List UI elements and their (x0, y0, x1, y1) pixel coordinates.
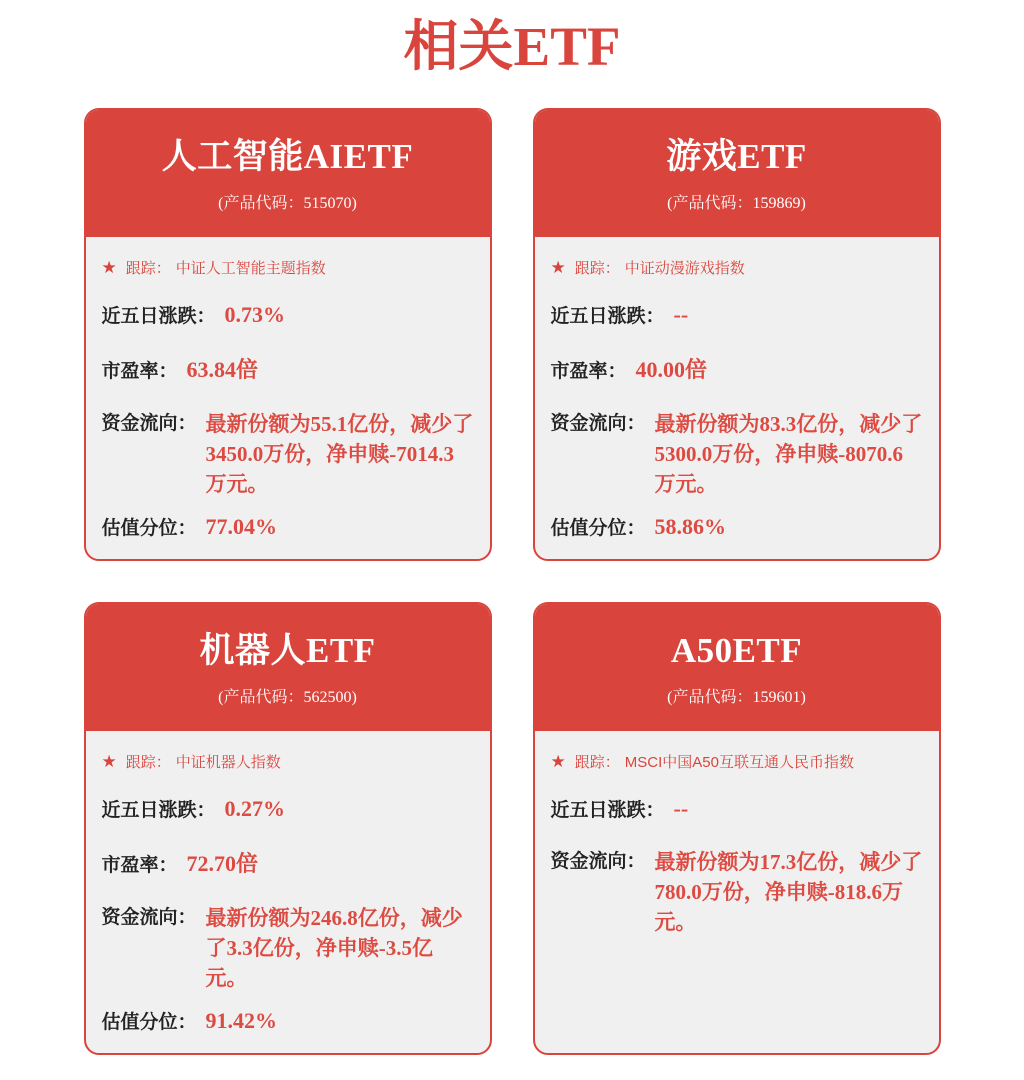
etf-name-en: ETF (737, 136, 807, 176)
fund-flow-row (551, 409, 923, 499)
pe-ratio-row (102, 847, 474, 878)
etf-product-code: (产品代码：562500) (218, 689, 357, 706)
tracking-label: 跟踪： (125, 754, 171, 771)
fund-flow-value: 最新份额为17.3亿份，减少了780.0万份，净申赎-818.6万元。 (654, 850, 923, 934)
page-title-zh: 相关 (403, 15, 514, 77)
valuation-percentile-row (102, 1007, 474, 1034)
card-body (535, 237, 939, 561)
etf-card-grid (84, 108, 941, 1055)
fund-flow-row (102, 903, 474, 993)
pe-ratio-value: 63.84倍 (186, 357, 259, 382)
five-day-change-label: 近五日涨跌： (101, 306, 216, 327)
five-day-change-label: 近五日涨跌： (101, 800, 216, 821)
five-day-change-row (551, 301, 923, 328)
pe-ratio-label: 市盈率： (101, 361, 178, 382)
pe-ratio-value: 40.00倍 (635, 357, 708, 382)
card-header (535, 604, 939, 731)
five-day-change-value: -- (673, 302, 689, 327)
pe-ratio-value: 72.70倍 (186, 851, 259, 876)
tracking-row (551, 751, 923, 772)
card-header (86, 110, 490, 237)
valuation-percentile-row (551, 513, 923, 540)
valuation-percentile-label: 估值分位： (101, 518, 197, 539)
etf-name-zh: 机器人 (199, 630, 306, 670)
valuation-percentile-value: 58.86% (654, 514, 727, 539)
etf-name-en: A50ETF (670, 630, 803, 670)
tracking-label: 跟踪： (574, 754, 620, 771)
tracking-index: 中证机器人指数 (175, 754, 281, 771)
tracking-row (102, 257, 474, 278)
pe-ratio-row (551, 353, 923, 384)
five-day-change-label: 近五日涨跌： (550, 800, 665, 821)
fund-flow-value: 最新份额为55.1亿份，减少了3450.0万份，净申赎-7014.3万元。 (205, 412, 474, 496)
tracking-label: 跟踪： (574, 260, 620, 277)
tracking-row (551, 257, 923, 278)
fund-flow-value: 最新份额为246.8亿份，减少了3.3亿份，净申赎-3.5亿元。 (205, 906, 463, 990)
etf-name-zh: 游戏 (666, 136, 738, 176)
page-title (0, 0, 1024, 82)
valuation-percentile-label: 估值分位： (550, 518, 646, 539)
card-header (86, 604, 490, 731)
fund-flow-label: 资金流向： (550, 851, 646, 872)
star-icon: ★ (101, 258, 117, 277)
etf-name (545, 137, 929, 177)
valuation-percentile-label: 估值分位： (101, 1012, 197, 1033)
valuation-percentile-row (102, 513, 474, 540)
five-day-change-row (551, 795, 923, 822)
card-body (535, 731, 939, 1053)
etf-name-zh: 人工智能 (161, 136, 304, 176)
tracking-index: MSCI中国A50互联互通人民币指数 (624, 754, 854, 771)
etf-name-en: AIETF (303, 136, 414, 176)
fund-flow-row (102, 409, 474, 499)
star-icon: ★ (550, 752, 566, 771)
etf-product-code: (产品代码：515070) (218, 195, 357, 212)
etf-card-ai (84, 108, 492, 561)
five-day-change-label: 近五日涨跌： (550, 306, 665, 327)
pe-ratio-row (102, 353, 474, 384)
etf-card-robot (84, 602, 492, 1055)
page-title-en: ETF (513, 16, 621, 77)
star-icon: ★ (101, 752, 117, 771)
etf-product-code: (产品代码：159601) (667, 689, 806, 706)
card-body (86, 731, 490, 1055)
five-day-change-value: 0.73% (224, 302, 286, 327)
valuation-percentile-value: 77.04% (205, 514, 278, 539)
etf-name (96, 631, 480, 671)
tracking-index: 中证人工智能主题指数 (175, 260, 326, 277)
fund-flow-label: 资金流向： (550, 413, 646, 434)
tracking-index: 中证动漫游戏指数 (624, 260, 745, 277)
card-body (86, 237, 490, 561)
tracking-row (102, 751, 474, 772)
etf-card-a50 (533, 602, 941, 1055)
fund-flow-label: 资金流向： (101, 907, 197, 928)
etf-product-code: (产品代码：159869) (667, 195, 806, 212)
etf-name (96, 137, 480, 177)
valuation-percentile-value: 91.42% (205, 1008, 278, 1033)
pe-ratio-label: 市盈率： (550, 361, 627, 382)
five-day-change-value: 0.27% (224, 796, 286, 821)
etf-card-game (533, 108, 941, 561)
fund-flow-row (551, 847, 923, 937)
fund-flow-value: 最新份额为83.3亿份，减少了5300.0万份，净申赎-8070.6万元。 (654, 412, 923, 496)
five-day-change-value: -- (673, 796, 689, 821)
five-day-change-row (102, 301, 474, 328)
etf-name-en: ETF (305, 630, 376, 670)
tracking-label: 跟踪： (125, 260, 171, 277)
card-header (535, 110, 939, 237)
five-day-change-row (102, 795, 474, 822)
fund-flow-label: 资金流向： (101, 413, 197, 434)
star-icon: ★ (550, 258, 566, 277)
pe-ratio-label: 市盈率： (101, 855, 178, 876)
etf-name (545, 631, 929, 671)
